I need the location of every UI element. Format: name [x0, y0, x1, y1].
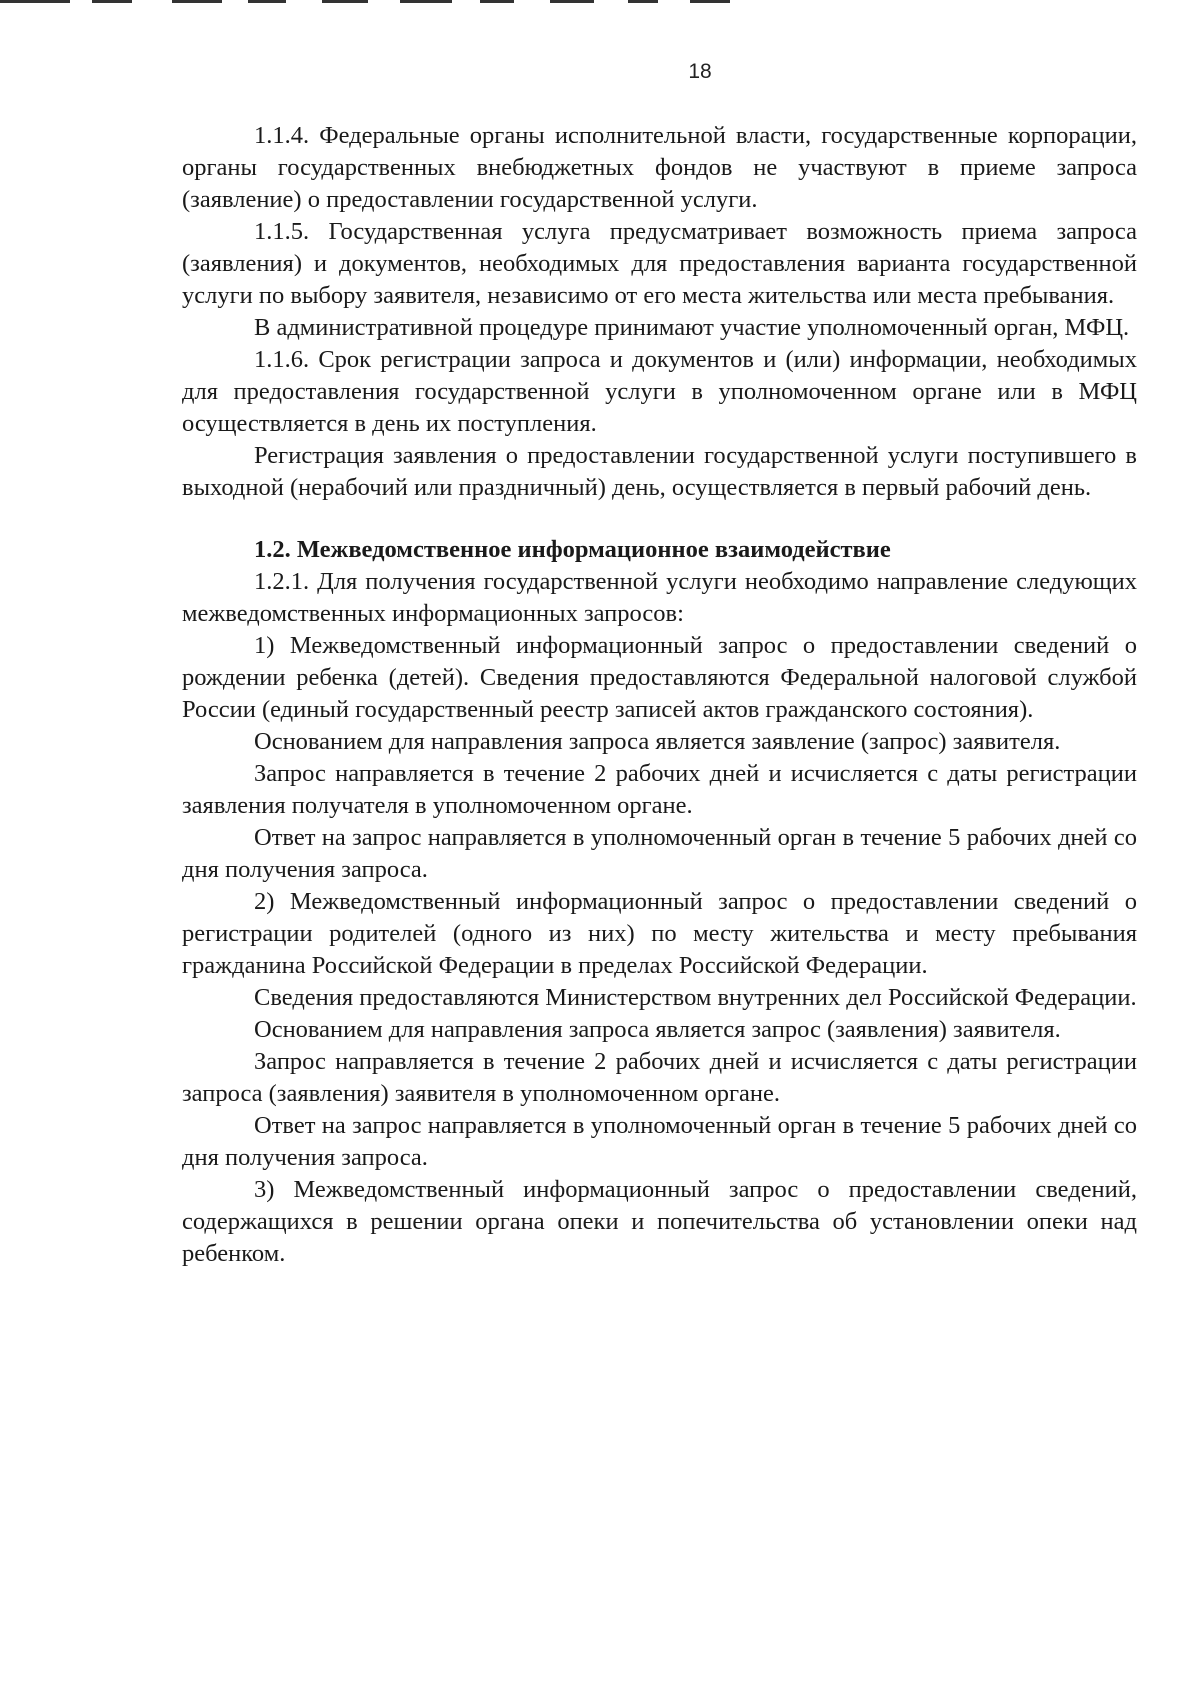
- paragraph-1-1-5: 1.1.5. Государственная услуга предусматривает возможность приема запроса (заявления) и документов, необходимых для предоставления варианта государственной услуги по выбору заявителя, независимо от его места жительства или места пребывания.: [182, 218, 1137, 309]
- section-heading: 1.2. Межведомственное информационное взаимодействие: [254, 536, 891, 563]
- paragraph-request-2-basis: Основанием для направления запроса является запрос (заявления) заявителя.: [254, 1016, 1061, 1043]
- paragraph-1-1-6: 1.1.6. Срок регистрации запроса и документов и (или) информации, необходимых для предоставления государственной услуги в уполномоченном органе или в МФЦ осуществляется в день их поступления.: [182, 346, 1137, 437]
- paragraph-request-1-answer: Ответ на запрос направляется в уполномоченный орган в течение 5 рабочих дней со дня получения запроса.: [182, 824, 1137, 883]
- paragraph-request-1-basis: Основанием для направления запроса является заявление (запрос) заявителя.: [254, 728, 1061, 755]
- paragraph-admin-procedure: В административной процедуре принимают участие уполномоченный орган, МФЦ.: [254, 314, 1130, 341]
- paragraph-request-2-source: Сведения предоставляются Министерством внутренних дел Российской Федерации.: [254, 984, 1137, 1011]
- paragraph-request-2-answer: Ответ на запрос направляется в уполномоченный орган в течение 5 рабочих дней со дня получения запроса.: [182, 1112, 1137, 1171]
- paragraph-1-1-4: 1.1.4. Федеральные органы исполнительной власти, государственные корпорации, органы государственных внебюджетных фондов не участвуют в приеме запроса (заявление) о предоставлении государственной услуги.: [182, 122, 1137, 213]
- paragraph-request-2: 2) Межведомственный информационный запрос о предоставлении сведений о регистрации родителей (одного из них) по месту жительства и месту пребывания гражданина Российской Федерации в пределах Российской Федерации.: [182, 888, 1137, 979]
- scan-edge-marks: [0, 0, 760, 6]
- document-body: [182, 120, 1137, 1270]
- paragraph-request-3: 3) Межведомственный информационный запрос о предоставлении сведений, содержащихся в решении органа опеки и попечительства об установлении опеки над ребенком.: [182, 1176, 1137, 1267]
- paragraph-request-1: 1) Межведомственный информационный запрос о предоставлении сведений о рождении ребенка (детей). Сведения предоставляются Федеральной налоговой службой России (единый государственный реестр записей актов гражданского состояния).: [182, 632, 1137, 723]
- paragraph-request-1-term: Запрос направляется в течение 2 рабочих дней и исчисляется с даты регистрации заявления получателя в уполномоченном органе.: [182, 760, 1137, 819]
- paragraph-1-2-1: 1.2.1. Для получения государственной услуги необходимо направление следующих межведомственных информационных запросов:: [182, 568, 1137, 627]
- paragraph-registration: Регистрация заявления о предоставлении государственной услуги поступившего в выходной (нерабочий или праздничный) день, осуществляется в первый рабочий день.: [182, 442, 1137, 501]
- paragraph-request-2-term: Запрос направляется в течение 2 рабочих дней и исчисляется с даты регистрации запроса (заявления) заявителя в уполномоченном органе.: [182, 1048, 1137, 1107]
- page-number: 18: [688, 60, 712, 83]
